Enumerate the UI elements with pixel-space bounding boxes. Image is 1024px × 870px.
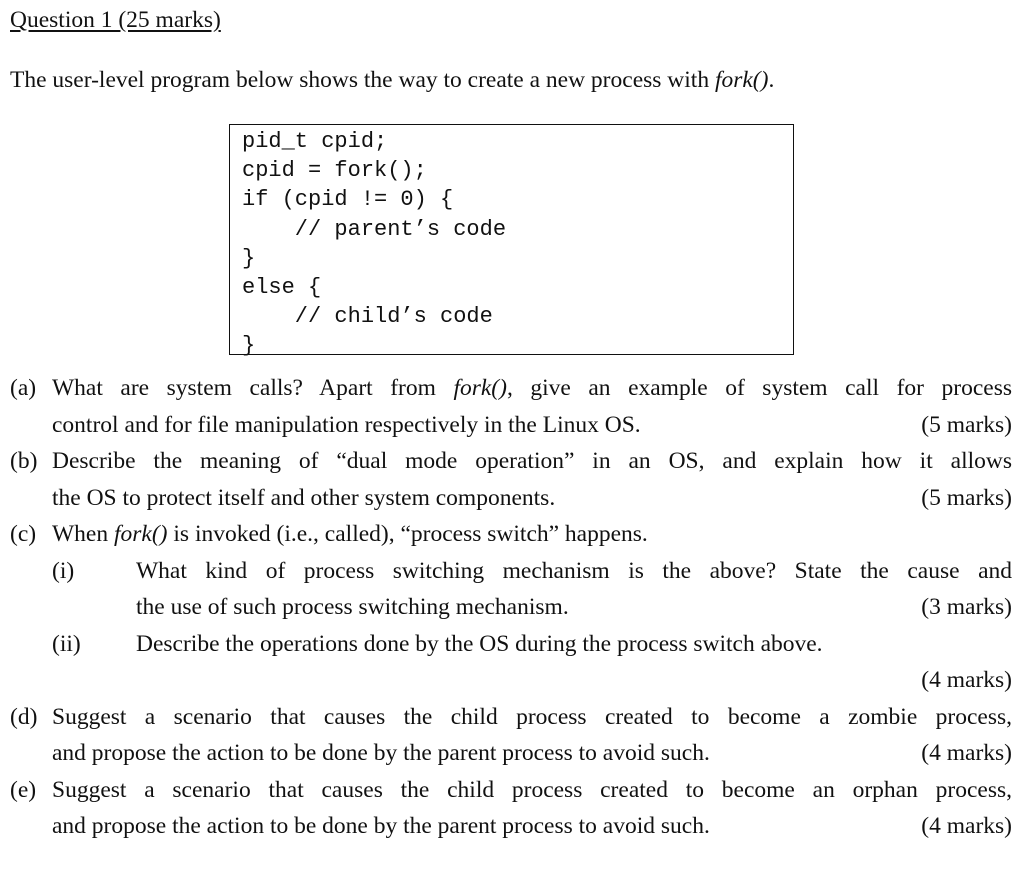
code-line: } bbox=[242, 333, 256, 359]
question-c-i bbox=[0, 553, 1024, 626]
question-d-label: (d) bbox=[10, 703, 38, 730]
intro-function-name: fork() bbox=[714, 67, 769, 93]
question-c-i-text-line-2: the use of such process switching mechanism. bbox=[136, 594, 569, 620]
question-a-label: (a) bbox=[10, 375, 37, 401]
question-c-i-line-1: What kind of process switching mechanism is the above? State the cause and bbox=[136, 557, 1012, 584]
question-d-line-1: Suggest a scenario that causes the child process created to become a zombie process, bbox=[52, 703, 1012, 730]
question-list bbox=[0, 370, 1024, 845]
question-b-marks: (5 marks) bbox=[921, 484, 1012, 511]
question-c-i-label: (i) bbox=[52, 557, 75, 584]
question-e bbox=[0, 772, 1024, 845]
question-a bbox=[0, 370, 1024, 443]
code-snippet-box bbox=[229, 124, 794, 359]
intro-period: . bbox=[768, 67, 775, 93]
question-c-text-cont: is invoked (i.e., called), “process switch” happens. bbox=[167, 521, 648, 547]
question-d-line-2 bbox=[52, 735, 1012, 772]
question-c-ii bbox=[0, 626, 1024, 699]
question-e-line-1: Suggest a scenario that causes the child process created to become an orphan process, bbox=[52, 776, 1012, 803]
question-c-text: When bbox=[52, 521, 114, 547]
question-b bbox=[0, 443, 1024, 516]
question-b-label: (b) bbox=[10, 448, 38, 474]
question-c-function-name: fork() bbox=[114, 521, 168, 547]
question-a-text-line-2: control and for file manipulation respectively in the Linux OS. bbox=[52, 411, 641, 438]
question-e-label: (e) bbox=[10, 776, 37, 803]
question-c-ii-marks: (4 marks) bbox=[921, 667, 1012, 693]
question-a-text: What are system calls? Apart from bbox=[52, 375, 454, 401]
question-c-ii-marks-line bbox=[136, 662, 1012, 699]
question-e-marks: (4 marks) bbox=[921, 813, 1012, 839]
question-a-function-name: fork() bbox=[453, 375, 507, 401]
code-line: else { bbox=[242, 274, 322, 300]
question-b-text-line-2: the OS to protect itself and other system components. bbox=[52, 484, 556, 511]
question-d-marks: (4 marks) bbox=[921, 740, 1012, 766]
question-d-text-line-2: and propose the action to be done by the parent process to avoid such. bbox=[52, 740, 710, 766]
intro-paragraph bbox=[10, 62, 774, 99]
question-b-line-1: Describe the meaning of “dual mode operation” in an OS, and explain how it allows bbox=[52, 448, 1012, 474]
intro-text: The user-level program below shows the way to create a new process with bbox=[10, 67, 715, 93]
question-c-i-line-2 bbox=[136, 589, 1012, 626]
question-c-line-1 bbox=[52, 516, 1012, 553]
question-heading: Question 1 (25 marks) bbox=[10, 7, 221, 33]
question-c-ii-label: (ii) bbox=[52, 630, 81, 657]
question-e-text-line-2: and propose the action to be done by the parent process to avoid such. bbox=[52, 813, 710, 839]
code-line: cpid = fork(); bbox=[242, 158, 427, 184]
question-c-label: (c) bbox=[10, 521, 37, 547]
question-d bbox=[0, 699, 1024, 772]
code-line: if (cpid != 0) { bbox=[242, 187, 454, 213]
question-a-marks: (5 marks) bbox=[921, 411, 1012, 438]
code-line: pid_t cpid; bbox=[242, 129, 388, 154]
code-line: } bbox=[242, 245, 256, 271]
question-a-line-1 bbox=[52, 370, 1012, 407]
question-a-text-cont: , give an example of system call for process bbox=[506, 375, 1012, 401]
code-line: // child’s code bbox=[242, 304, 493, 330]
question-c-i-marks: (3 marks) bbox=[921, 594, 1012, 620]
question-b-line-2 bbox=[52, 480, 1012, 517]
code-line: // parent’s code bbox=[242, 216, 507, 242]
question-e-line-2 bbox=[52, 808, 1012, 845]
question-c-ii-line-1: Describe the operations done by the OS during the process switch above. bbox=[136, 630, 823, 657]
question-c bbox=[0, 516, 1024, 553]
question-a-line-2 bbox=[52, 407, 1012, 444]
